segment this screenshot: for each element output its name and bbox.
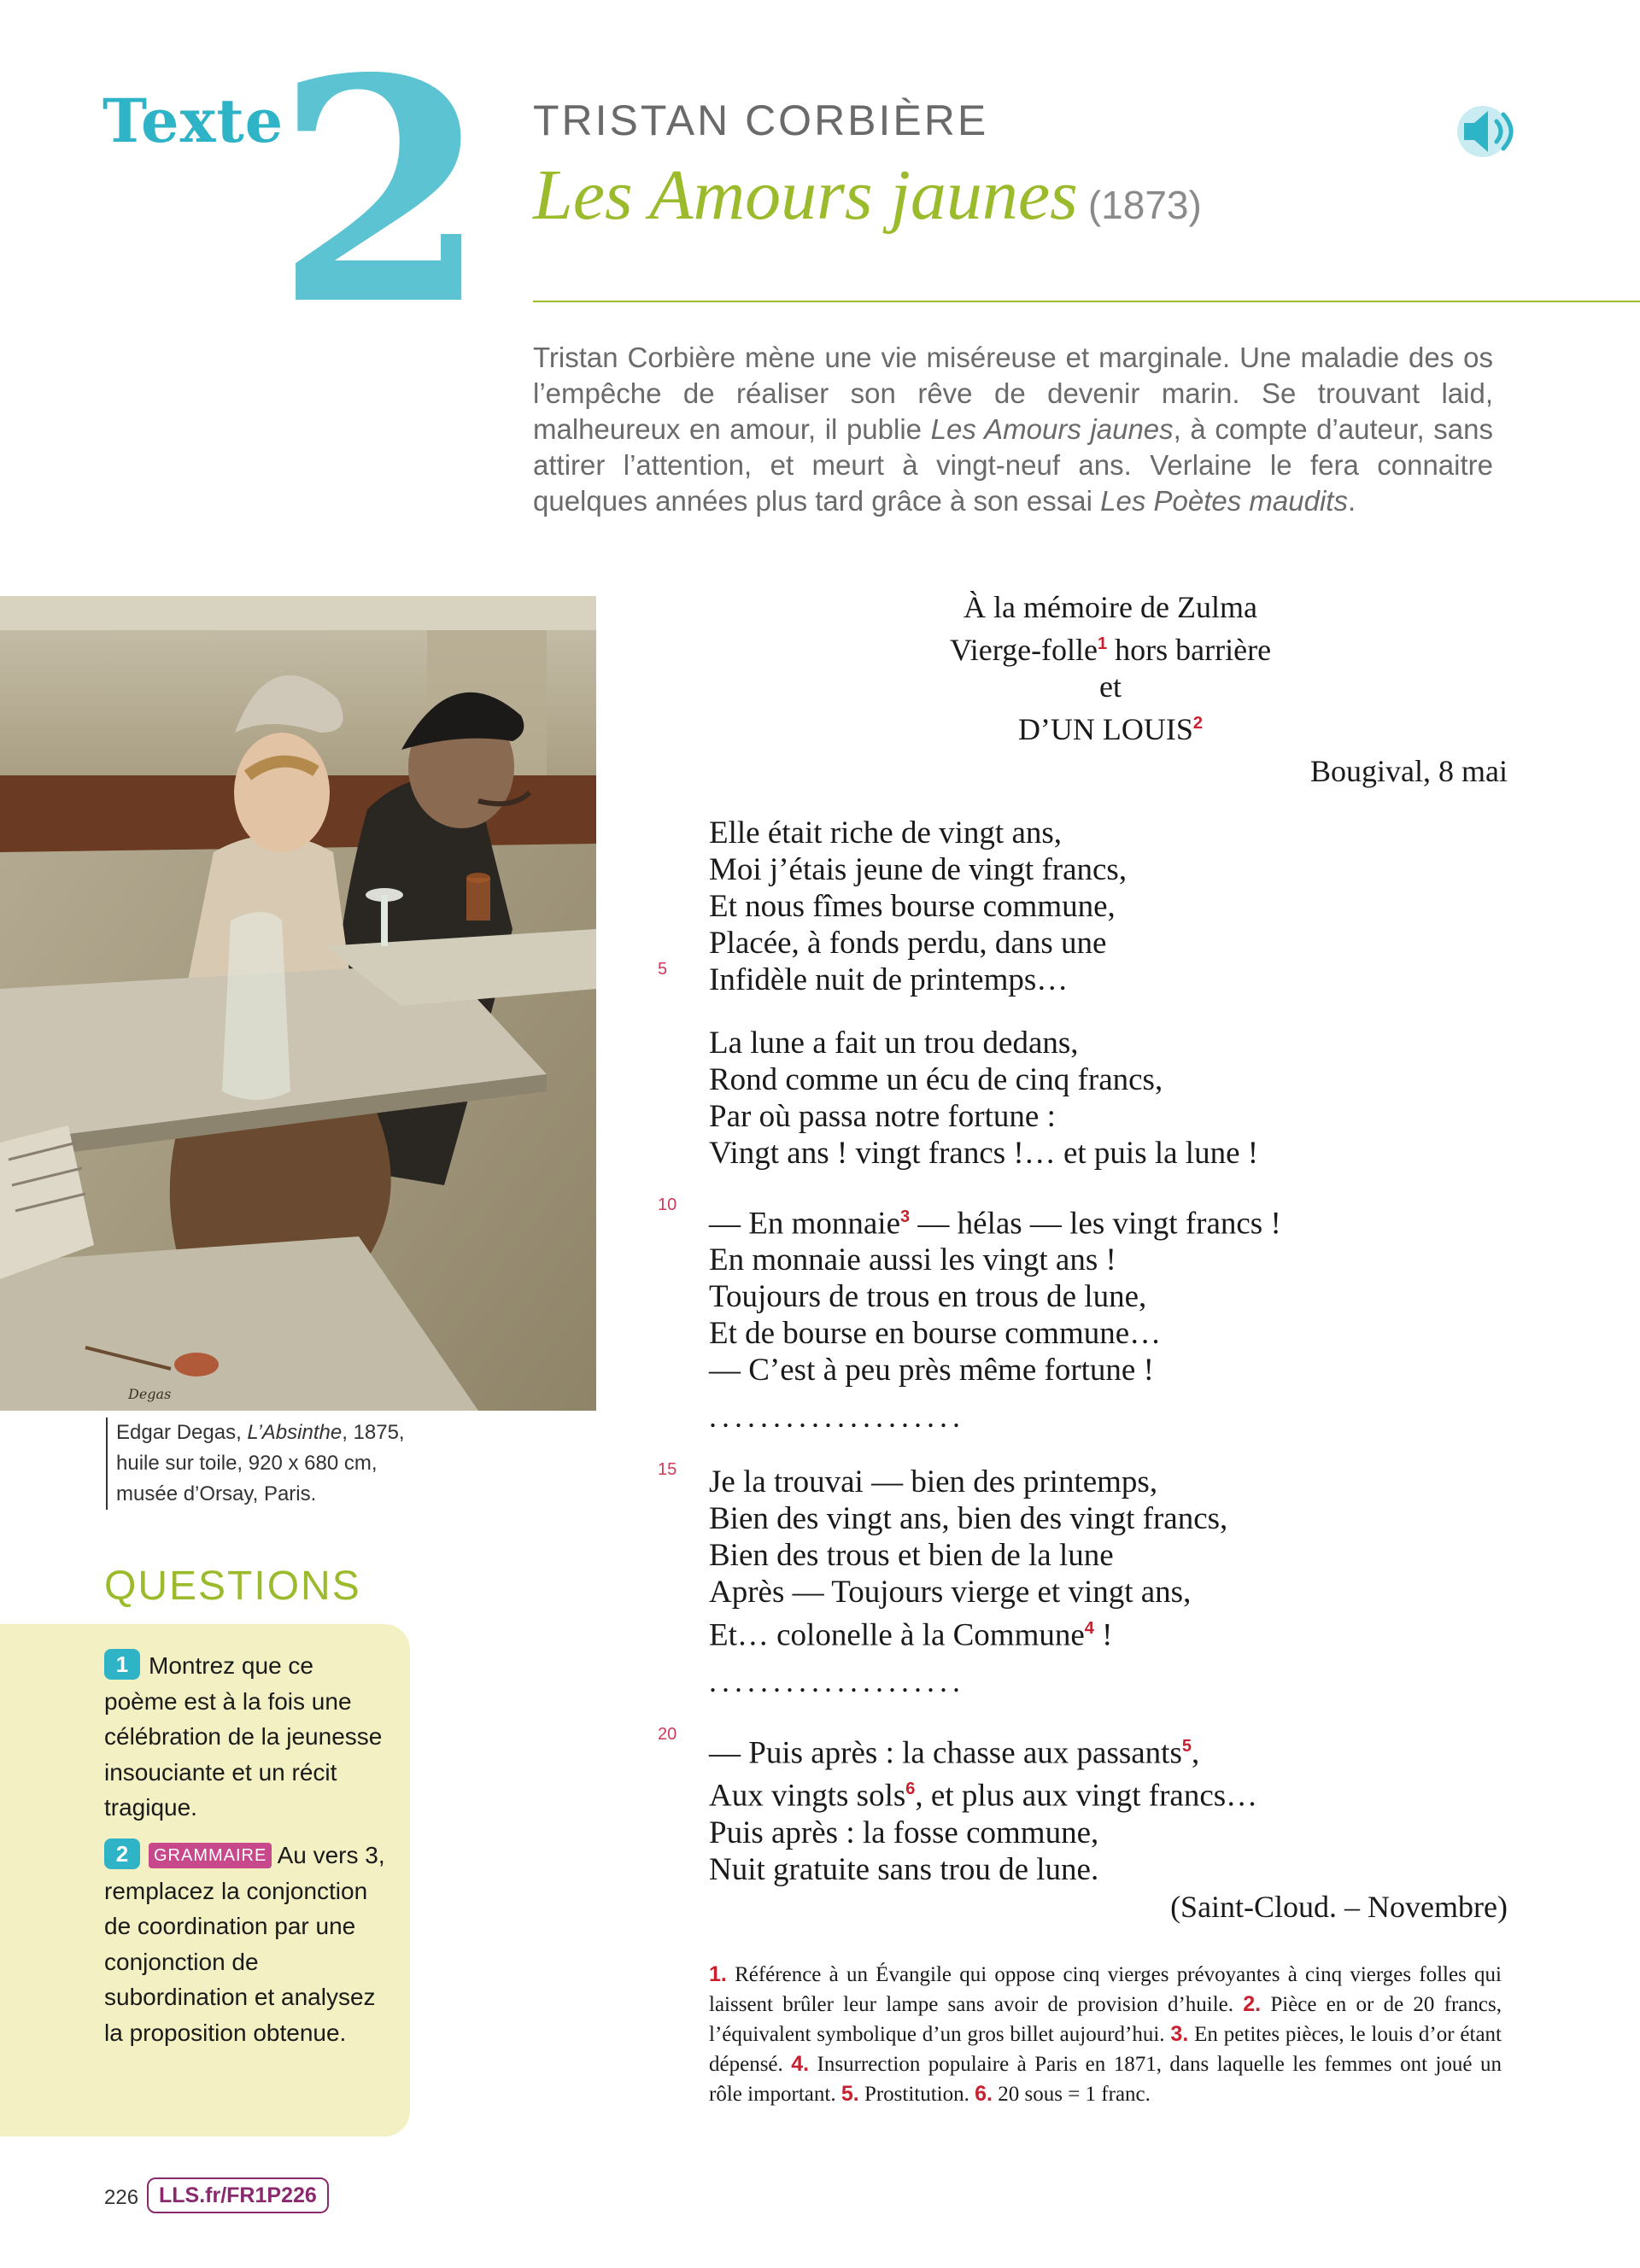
poem-closing: (Saint-Cloud. – Novembre) [1170, 1890, 1508, 1924]
footnote-ref-4: 4 [1084, 1619, 1094, 1638]
page-link[interactable]: LLS.fr/FR1P226 [147, 2177, 329, 2213]
question-1 [104, 1648, 386, 1826]
line-number-15: 15 [658, 1460, 677, 1479]
footnote-ref-2: 2 [1192, 714, 1204, 733]
texte-label: Texte [102, 85, 284, 156]
footnote-text: 20 sous = 1 franc. [992, 2083, 1151, 2106]
footnote-num: 2. [1243, 1992, 1262, 2016]
caption-line-3: musée d’Orsay, Paris. [116, 1482, 317, 1505]
poem-line: Puis après : la fosse commune, [709, 1815, 1099, 1850]
question-2-text: Au vers 3, remplacez la conjonction de coordination par une conjonction de subordination et analysez la proposition obtenue. [104, 1842, 385, 2046]
stanza-4 [709, 1464, 1563, 1653]
footnotes [709, 1960, 1502, 2109]
poem-line: Et de bourse en bourse commune… [709, 1316, 1162, 1352]
poem-line: Toujours de trous en trous de lune, [709, 1279, 1147, 1315]
painting-absinthe [0, 596, 596, 1411]
page-number: 226 [104, 2186, 139, 2209]
footnote-num: 3. [1170, 2022, 1189, 2046]
footnote-text: Pièce en or de 20 francs, l’équivalent symbolique d’un gros billet aujourd’hui. [709, 1993, 1502, 2046]
poem-line: Bien des trous et bien de la lune [709, 1538, 1114, 1573]
question-2 [104, 1838, 386, 2050]
author-intro [533, 340, 1493, 519]
poem-line: Et… colonelle à la Commune$^4$ ! [709, 1617, 1113, 1653]
footnote-num: 5. [840, 2082, 859, 2106]
audio-button[interactable] [1452, 101, 1529, 161]
painting-caption [106, 1418, 458, 1510]
poem-line: Infidèle nuit de printemps… [709, 962, 1069, 997]
poem-line: La lune a fait un trou dedans, [709, 1026, 1079, 1061]
footnote-text: Prostitution. [858, 2083, 975, 2106]
footnote-ref-3: 3 [900, 1207, 911, 1226]
texte-number: 2 [275, 11, 489, 372]
caption-line-1: Edgar Degas, L’Absinthe, 1875, [116, 1421, 405, 1444]
question-number-2: 2 [104, 1838, 140, 1869]
work-title-text: Les Amours jaunes [533, 155, 1078, 235]
question-1-text: Montrez que ce poème est à la fois une célébration de la jeunesse insouciante et un récit tragique. [104, 1652, 383, 1821]
work-title [533, 154, 1202, 237]
grammaire-tag: GRAMMAIRE [149, 1843, 272, 1868]
work-year: (1873) [1087, 183, 1202, 227]
poem-line: Elle était riche de vingt ans, [709, 815, 1063, 850]
footnote-num: 1. [709, 1962, 727, 1986]
poem-line: Bien des vingt ans, bien des vingt francs, [709, 1501, 1228, 1536]
intro-part-1: Tristan Corbière mène une vie miséreuse et marginale. Une maladie des os l’empêche de réaliser son rêve de devenir marin. Se trouvant laid, malheureux en amour, il publie [533, 342, 1493, 445]
ellipsis-separator-1: .................... [709, 1400, 965, 1434]
intro-title-1: Les Amours jaunes [930, 413, 1174, 445]
footnote-num: 6. [975, 2082, 993, 2106]
poem-line: — En monnaie$^3$ — hélas — les vingt francs ! [709, 1206, 1281, 1242]
poem-line: Placée, à fonds perdu, dans une [709, 926, 1107, 961]
poem-line: — C’est à peu près même fortune ! [709, 1353, 1154, 1388]
poem-place-date: Bougival, 8 mai [1310, 754, 1508, 788]
author-name: TRISTAN CORBIÈRE [533, 96, 989, 144]
stanza-2 [709, 1025, 1563, 1172]
poem-dedication: À la mémoire de Zulma Vierge-folle$^1$ hors barrière et D’UN LOUIS$^2$ [949, 590, 1272, 746]
footnote-num: 4. [791, 2052, 810, 2076]
footnote-ref-6: 6 [905, 1780, 916, 1799]
question-number-1: 1 [104, 1649, 140, 1680]
footnote-ref-1: 1 [1098, 634, 1108, 653]
speaker-icon [1452, 101, 1529, 161]
caption-line-2: huile sur toile, 920 x 680 cm, [116, 1452, 378, 1475]
line-number-5: 5 [658, 960, 668, 979]
footnote-text: Insurrection populaire à Paris en 1871, dans laquelle les femmes ont joué un rôle important. [709, 2053, 1502, 2106]
stanza-3 [709, 1199, 1563, 1388]
intro-part-2: , à compte d’auteur, sans attirer l’attention, et meurt à vingt-neuf ans. Verlaine le fera connaitre quelques années plus tard grâce à son essai [533, 413, 1493, 517]
questions-title: QUESTIONS [104, 1564, 361, 1609]
line-number-10: 10 [658, 1195, 677, 1214]
svg-text:Degas: Degas [128, 1386, 172, 1402]
ellipsis-separator-2: .................... [709, 1664, 965, 1698]
poem-line: Rond comme un écu de cinq francs, [709, 1062, 1163, 1097]
stanza-5 [709, 1728, 1563, 1888]
stanza-1 [709, 815, 1563, 998]
title-divider [533, 301, 1640, 302]
intro-title-2: Les Poètes maudits [1100, 485, 1348, 517]
poem-line: Vingt ans ! vingt francs !… et puis la lune ! [709, 1136, 1259, 1171]
footnote-ref-5: 5 [1181, 1737, 1192, 1756]
footnote-text: En petites pièces, le louis d’or étant dépensé. [709, 2023, 1502, 2076]
poem-line: En monnaie aussi les vingt ans ! [709, 1242, 1116, 1278]
poem-line: Aux vingts sols$^6$, et plus aux vingt francs… [709, 1778, 1258, 1814]
poem-line: Je la trouvai — bien des printemps, [709, 1464, 1158, 1499]
intro-part-3: . [1347, 485, 1356, 517]
line-number-20: 20 [658, 1725, 677, 1744]
poem-line: Après — Toujours vierge et vingt ans, [709, 1575, 1192, 1610]
poem-line: Et nous fîmes bourse commune, [709, 889, 1116, 924]
footnote-text: Référence à un Évangile qui oppose cinq vierges prévoyantes à cinq vierges folles qui laissent brûler leur lampe sans avoir de provision d’huile. [709, 1963, 1502, 2016]
poem-line: — Puis après : la chasse aux passants$^5$, [709, 1735, 1200, 1771]
poem-line: Par où passa notre fortune : [709, 1099, 1056, 1134]
poem-line: Moi j’étais jeune de vingt francs, [709, 852, 1128, 887]
poem-line: Nuit gratuite sans trou de lune. [709, 1851, 1099, 1887]
